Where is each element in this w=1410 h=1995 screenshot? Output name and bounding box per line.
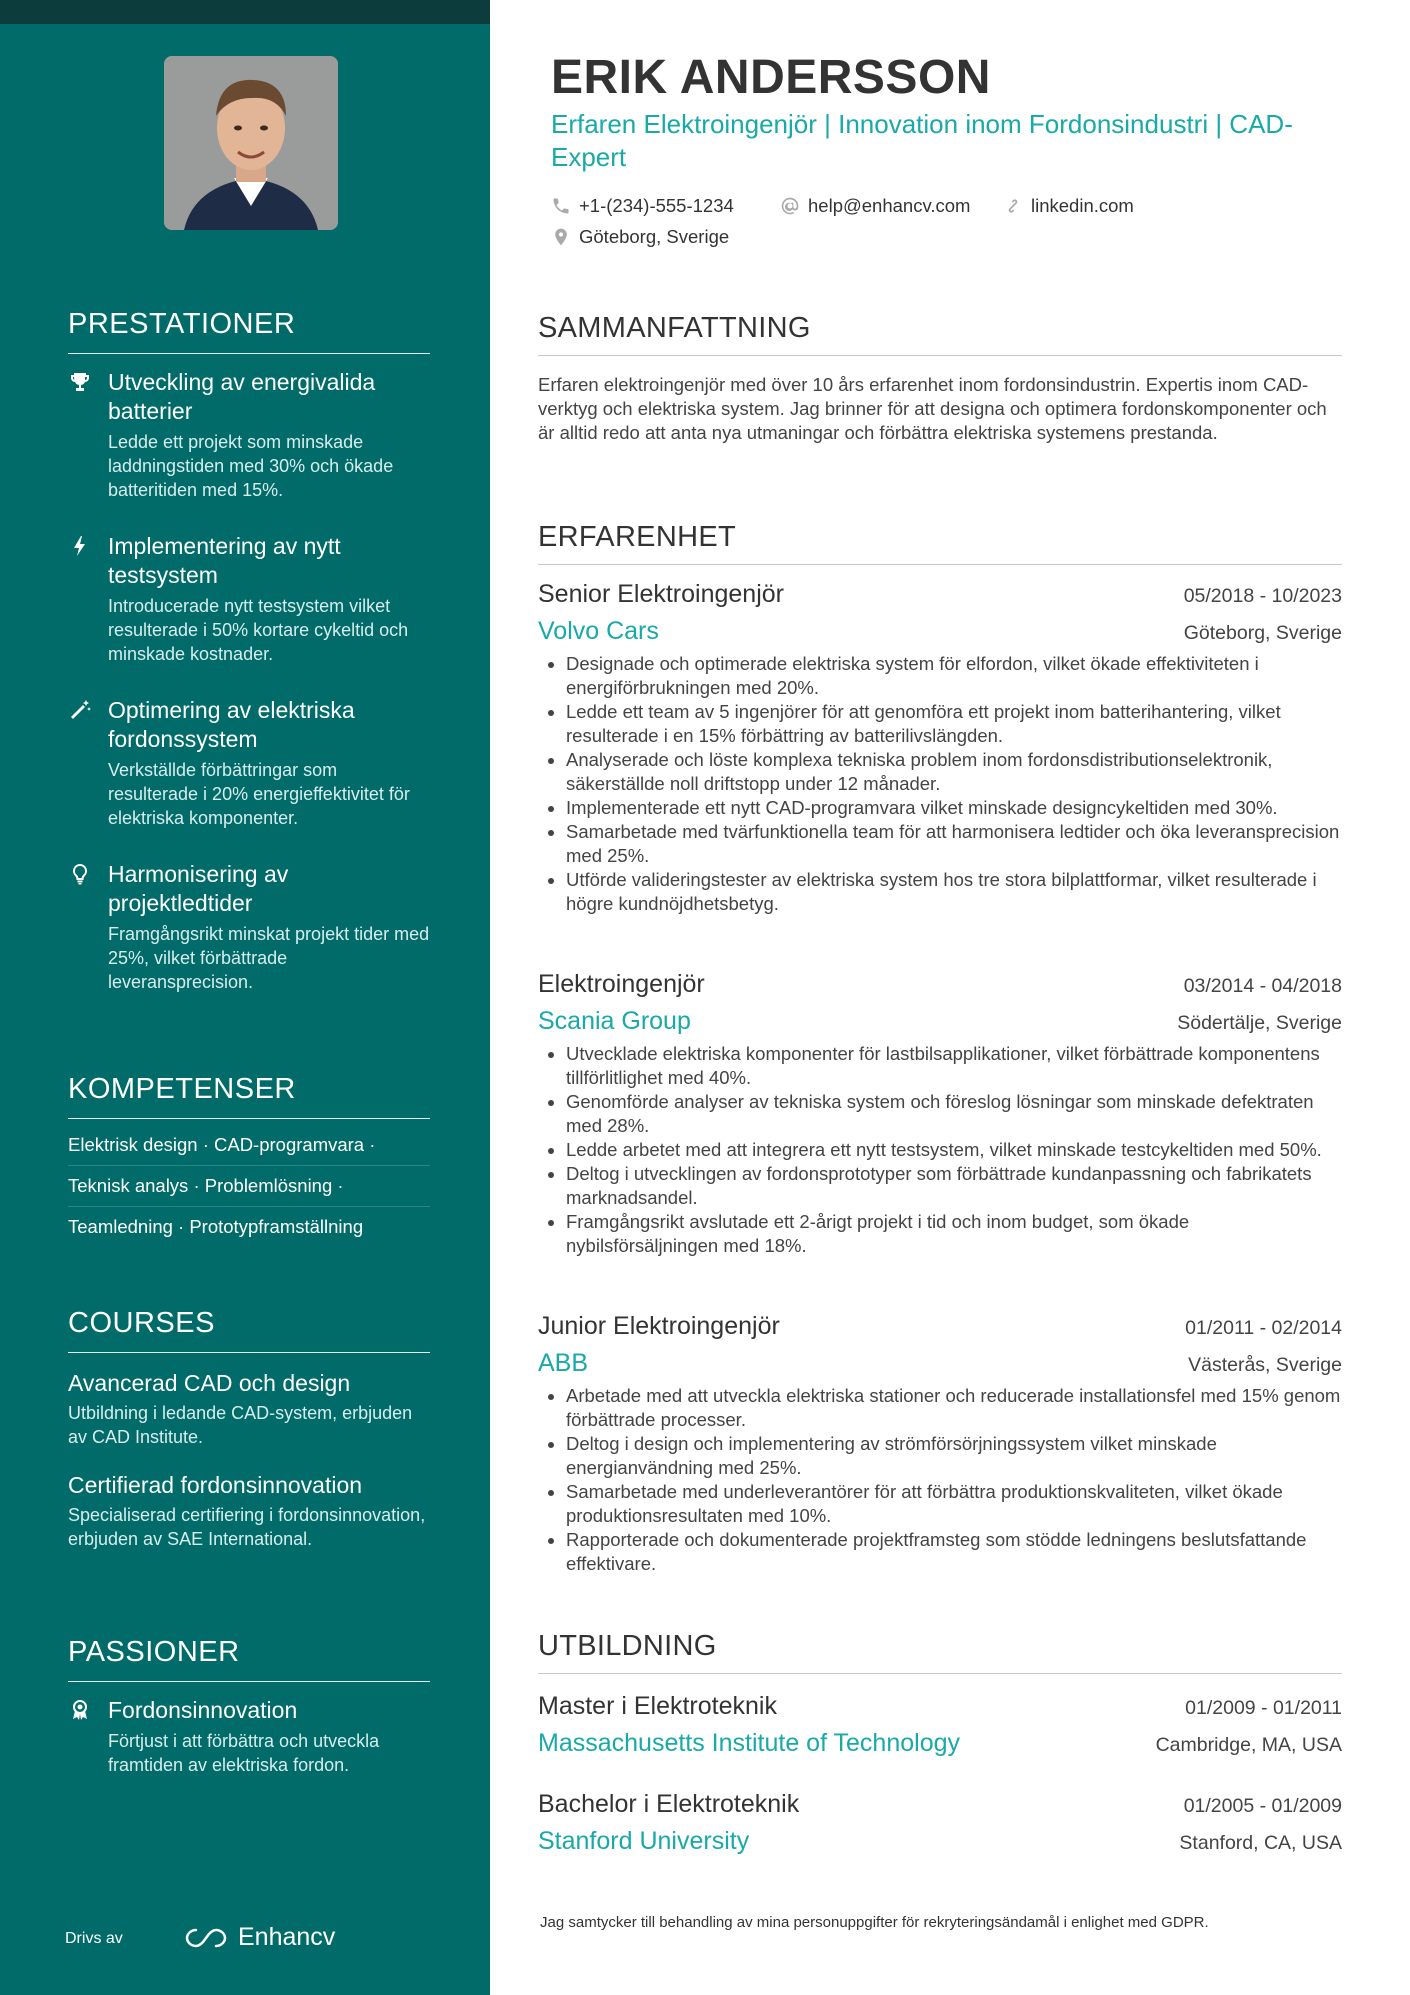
job-bullet: • Analyserade och löste komplexa tekniska problem inom fordonsdistributionselektronik, säkerställde noll driftstopp under 12 månader. [566,748,1342,796]
skills-section [68,1073,430,1247]
education-degree: Bachelor i Elektroteknik [538,1790,800,1818]
location-pin-icon [551,227,571,247]
job-dates: 05/2018 - 10/2023 [1183,585,1342,607]
candidate-name: ERIK ANDERSSON [551,51,991,104]
email-text: help@enhancv.com [808,195,971,216]
achievement-item [68,696,430,830]
job-bullet: • Genomförde analyser av tekniska system och föreslog lösningar som minskade defektraten med 28%. [566,1090,1342,1138]
job-bullets [538,652,1342,916]
passions-section [68,1636,430,1777]
education-entry [538,1790,1342,1856]
achievement-item [68,532,430,666]
job-location: Södertälje, Sverige [1177,1012,1342,1034]
job-bullet: • Deltog i design och implementering av strömförsörjningssystem vilket minskade energianvändning med 25%. [566,1432,1342,1480]
job-entry [538,1312,1342,1576]
job-bullet: • Samarbetade med underleverantörer för att förbättra produktionskvaliteten, vilket ökade produktionsresultaten med 10%. [566,1480,1342,1528]
phone-text: +1-(234)-555-1234 [579,195,734,216]
at-icon [780,196,800,216]
education-heading: UTBILDNING [538,1630,1342,1674]
job-title: Junior Elektroingenjör [538,1312,780,1340]
job-bullet: • Ledde ett team av 5 ingenjörer för att genomföra ett projekt inom batterihantering, vilket resulterade i en 15% förbättring av batterilivslängden. [566,700,1342,748]
candidate-headline: Erfaren Elektroingenjör | Innovation inom Fordonsindustri | CAD-Expert [551,109,1293,172]
job-bullets [538,1384,1342,1576]
achievement-title: Harmonisering av projektledtider [108,861,289,916]
courses-heading: COURSES [68,1307,430,1353]
job-bullet: • Utvecklade elektriska komponenter för lastbilsapplikationer, vilket förbättrade komponentens tillförlitlighet med 40%. [566,1042,1342,1090]
achievement-desc: Verkställde förbättringar som resulterade i 20% energieffektivitet för elektriska komponenter. [108,760,410,828]
skills-heading: KOMPETENSER [68,1073,430,1119]
education-school: Massachusetts Institute of Technology [538,1729,960,1757]
location-text: Göteborg, Sverige [579,226,730,247]
job-bullet: • Arbetade med att utveckla elektriska stationer och reducerade installationsfel med 15% genom förbättrade processer. [566,1384,1342,1432]
job-bullet: • Samarbetade med tvärfunktionella team för att harmonisera ledtider och öka leveransprecision med 25%. [566,820,1342,868]
link-icon [1003,196,1023,216]
sidebar-top-bar [0,0,490,24]
skills-line: Teknisk analys · Problemlösning · [68,1166,430,1207]
achievement-desc: Ledde ett projekt som minskade laddningstiden med 30% och ökade batteritiden med 15%. [108,432,394,500]
education-location: Cambridge, MA, USA [1155,1734,1342,1756]
job-bullet: • Ledde arbetet med att integrera ett nytt testsystem, vilket minskade testcykeltiden med 50%. [566,1138,1342,1162]
education-school: Stanford University [538,1827,750,1855]
linkedin-text: linkedin.com [1031,195,1134,216]
achievement-item [68,368,430,502]
job-bullet: • Rapporterade och dokumenterade projektframsteg som stödde ledningens beslutsfattande effektivare. [566,1528,1342,1576]
job-title: Elektroingenjör [538,970,705,998]
enhancv-logo[interactable] [184,1923,335,1952]
skills-line: Elektrisk design · CAD-programvara · [68,1125,430,1166]
profile-photo [164,56,338,230]
job-company: ABB [538,1349,589,1377]
passions-heading: PASSIONER [68,1636,430,1682]
achievements-section [68,308,430,994]
course-desc: Utbildning i ledande CAD-system, erbjuden av CAD Institute. [68,1403,413,1447]
achievement-title: Optimering av elektriska fordonssystem [108,697,355,752]
job-bullet: • Implementerade ett nytt CAD-programvara vilket minskade designcykeltiden med 30%. [566,796,1342,820]
job-dates: 03/2014 - 04/2018 [1183,975,1342,997]
lightning-icon [68,534,92,558]
job-bullet: • Deltog i utvecklingen av fordonsprototyper som förbättrade kundanpassning och fabrikatets marknadsandel. [566,1162,1342,1210]
job-location: Göteborg, Sverige [1183,622,1342,644]
skills-line: Teamledning · Prototypframställning [68,1216,364,1237]
contact-phone[interactable] [551,195,734,217]
job-bullet: • Utförde valideringstester av elektriska system hos tre stora bilplattformar, vilket resulterade i högre kundnöjdhetsbetyg. [566,868,1342,916]
award-icon [68,1698,92,1722]
sidebar [0,0,490,1995]
contact-email[interactable] [780,195,970,217]
summary-heading: SAMMANFATTNING [538,312,1342,356]
job-bullet: • Framgångsrikt avslutade ett 2-årigt projekt i tid och inom budget, som ökade nybilsförsäljningen med 18%. [566,1210,1342,1258]
achievement-item [68,860,430,994]
passion-desc: Förtjust i att förbättra och utveckla framtiden av elektriska fordon. [108,1731,380,1775]
course-desc: Specialiserad certifiering i fordonsinnovation, erbjuden av SAE International. [68,1505,426,1549]
achievement-desc: Introducerade nytt testsystem vilket resulterade i 50% kortare cykeltid och minskade kostnader. [108,596,409,664]
enhancv-brand-name: Enhancv [238,1923,336,1951]
job-company: Scania Group [538,1007,691,1035]
achievement-title: Utveckling av energivalida batterier [108,369,376,424]
job-bullet: • Designade och optimerade elektriska system för elfordon, vilket ökade effektiviteten i energiförbrukningen med 20%. [566,652,1342,700]
job-location: Västerås, Sverige [1188,1354,1342,1376]
course-title: Avancerad CAD och design [68,1370,351,1396]
education-dates: 01/2009 - 01/2011 [1185,1697,1342,1719]
enhancv-logo-icon [184,1926,230,1950]
contact-location [551,226,729,248]
job-title: Senior Elektroingenjör [538,580,784,608]
job-entry [538,580,1342,916]
education-entry [538,1692,1342,1758]
passion-title: Fordonsinnovation [108,1697,298,1723]
job-entry [538,970,1342,1258]
education-degree: Master i Elektroteknik [538,1692,777,1720]
lightbulb-icon [68,862,92,886]
course-title: Certifierad fordonsinnovation [68,1472,363,1498]
job-bullets [538,1042,1342,1258]
summary-text: Erfaren elektroingenjör med över 10 års erfarenhet inom fordonsindustrin. Expertis inom CAD-verktyg och elektriska system. Jag brinner för att designa och optimera fordonskomponenter och är alltid redo att anta nya utmaningar och förbättra elektriska systemens prestanda. [538,374,1327,443]
courses-section [68,1307,430,1551]
job-dates: 01/2011 - 02/2014 [1185,1317,1342,1339]
phone-icon [551,196,571,216]
magic-wand-icon [68,698,92,722]
experience-heading: ERFARENHET [538,521,1342,565]
powered-by-label: Drivs av [65,1930,123,1947]
achievement-title: Implementering av nytt testsystem [108,533,341,588]
gdpr-consent-note: Jag samtycker till behandling av mina personuppgifter för rekryteringsändamål i enlighet med GDPR. [540,1914,1209,1931]
job-company: Volvo Cars [538,617,659,645]
achievement-desc: Framgångsrikt minskat projekt tider med 25%, vilket förbättrade leveransprecision. [108,924,430,992]
education-location: Stanford, CA, USA [1179,1832,1342,1854]
education-dates: 01/2005 - 01/2009 [1183,1795,1342,1817]
contact-linkedin[interactable] [1003,195,1134,217]
trophy-icon [68,370,92,394]
achievements-heading: PRESTATIONER [68,308,430,354]
passion-item [68,1696,430,1777]
